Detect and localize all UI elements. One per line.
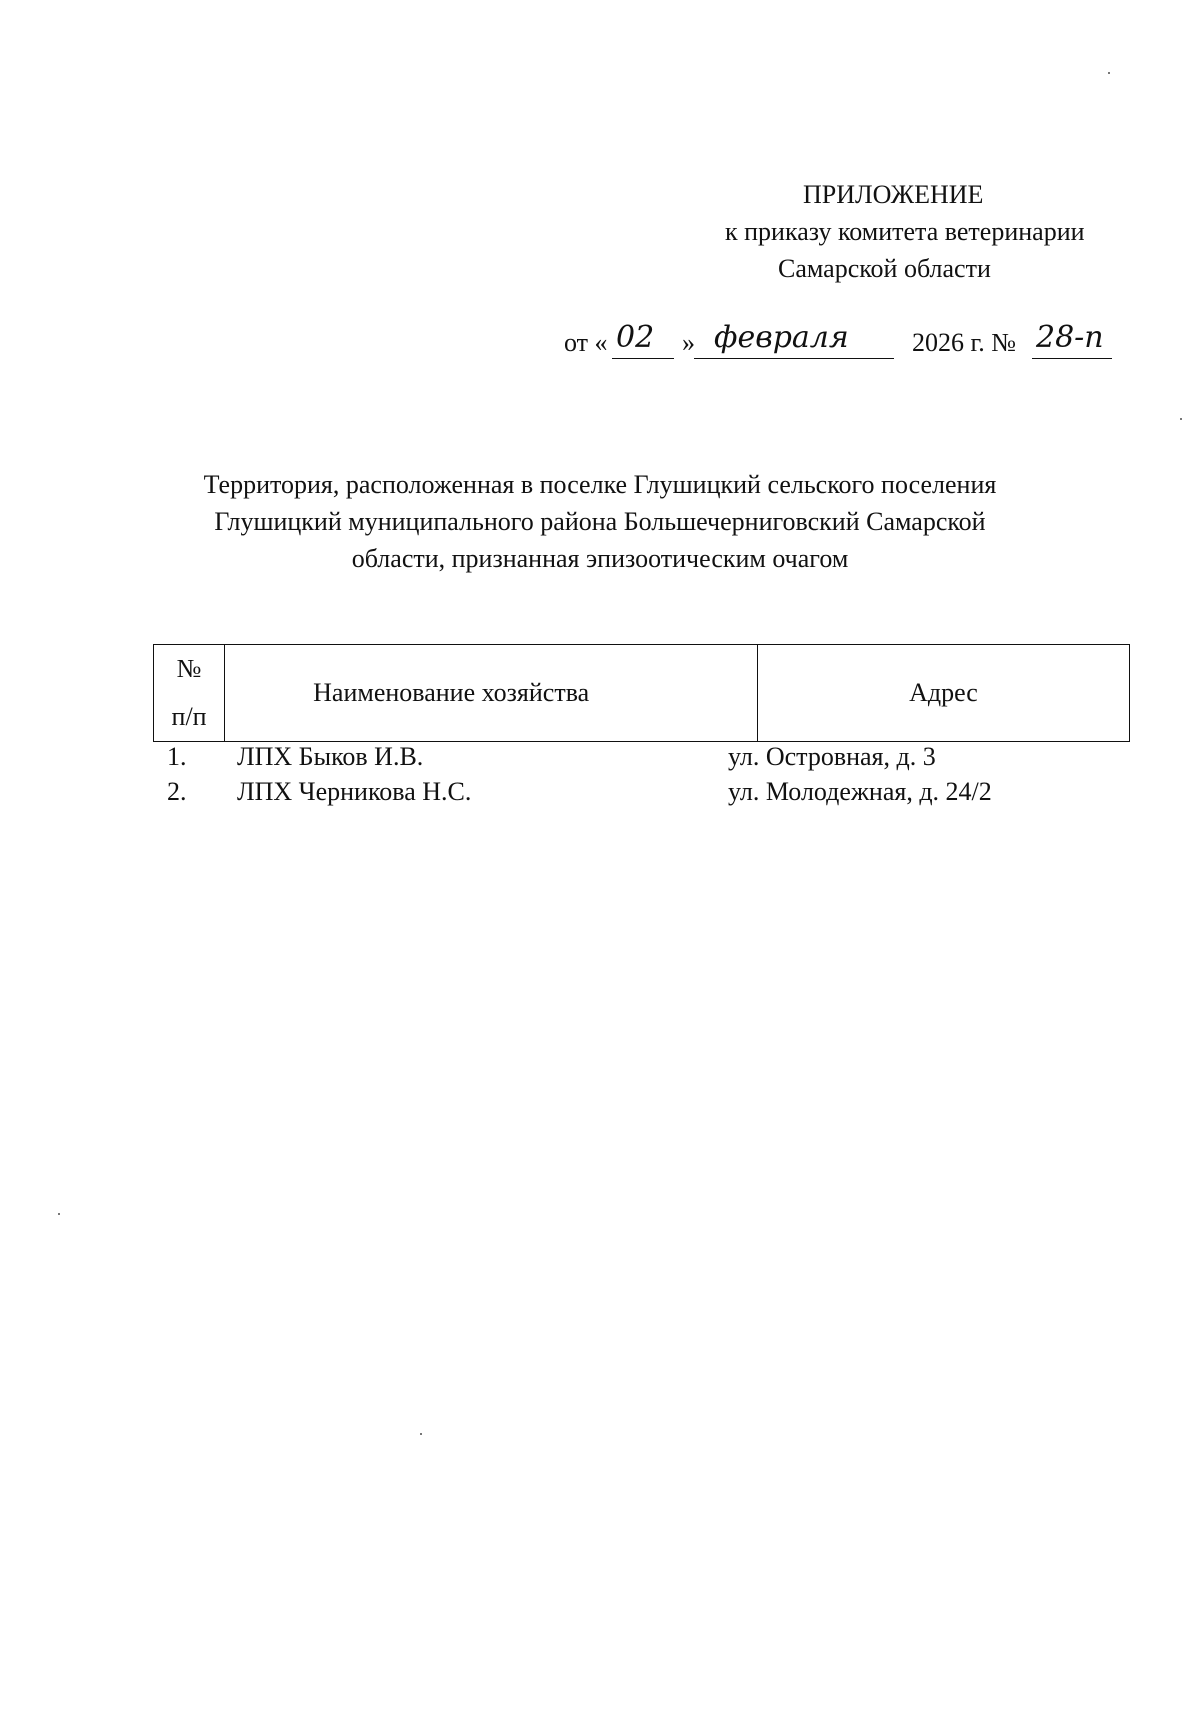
number-underline <box>1032 358 1112 359</box>
table-row <box>153 742 1130 777</box>
household-name: ЛПХ Быков И.В. <box>237 742 424 771</box>
heading-line: Территория, расположенная в поселке Глушицкий сельского поселения <box>203 470 997 499</box>
scan-speck <box>58 1213 60 1215</box>
household-address: ул. Молодежная, д. 24/2 <box>728 777 992 806</box>
date-separator: » <box>682 328 695 357</box>
day-underline <box>612 358 674 359</box>
appendix-title: ПРИЛОЖЕНИЕ <box>803 180 984 209</box>
table-header-row <box>154 645 1130 742</box>
scan-speck <box>420 1433 422 1435</box>
appendix-region: Самарской области <box>778 254 991 283</box>
order-date-line <box>564 320 1164 366</box>
table-row <box>153 777 1130 812</box>
scan-speck <box>1180 418 1182 420</box>
number-sign: № <box>176 654 202 683</box>
column-header-name: Наименование хозяйства <box>225 645 758 742</box>
date-prefix: от « <box>564 328 608 357</box>
document-heading <box>140 466 1060 577</box>
row-number: 1. <box>167 742 187 771</box>
date-day-handwritten: 02 <box>616 320 655 355</box>
appendix-order-ref: к приказу комитета ветеринарии <box>725 217 1085 246</box>
order-number-handwritten: 28-п <box>1036 320 1104 355</box>
heading-line: Глушицкий муниципального района Большечерниговский Самарской <box>214 507 986 536</box>
households-list <box>153 742 1130 812</box>
column-header-number <box>154 645 225 742</box>
household-address: ул. Островная, д. 3 <box>728 742 936 771</box>
row-number: 2. <box>167 777 187 806</box>
household-name: ЛПХ Черникова Н.С. <box>237 777 472 806</box>
heading-line: области, признанная эпизоотическим очагом <box>351 544 849 573</box>
households-table-header <box>153 644 1130 742</box>
date-month-handwritten: февраля <box>714 320 849 355</box>
number-abbrev: п/п <box>171 702 207 731</box>
month-underline <box>694 358 894 359</box>
column-header-address: Адрес <box>757 645 1129 742</box>
date-year: 2026 г. № <box>912 328 1017 357</box>
scan-speck <box>1108 72 1110 74</box>
